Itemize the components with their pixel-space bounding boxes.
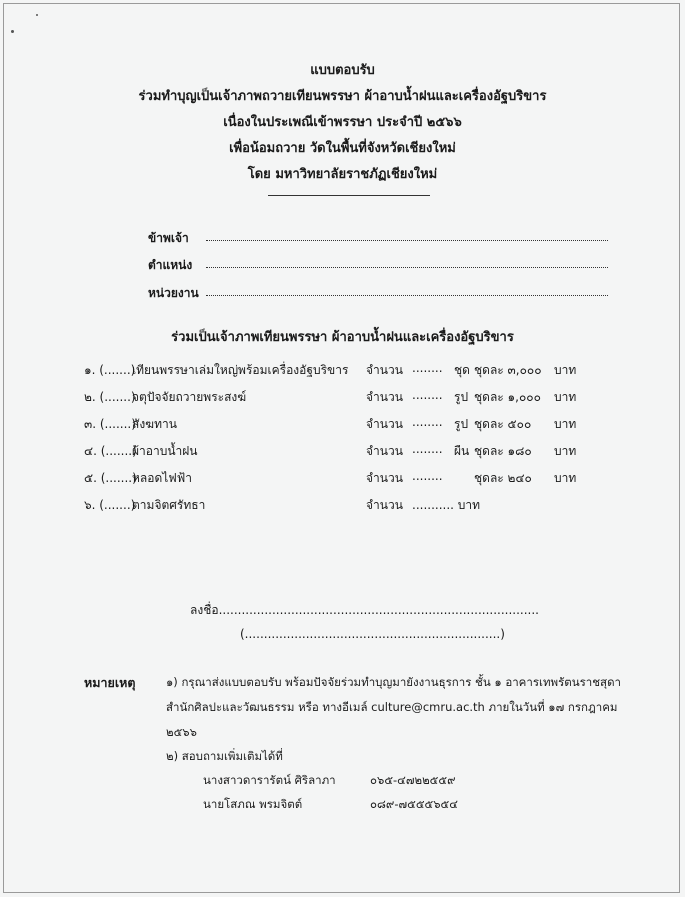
item-currency: บาท: [554, 363, 577, 377]
header-line-5: โดย มหาวิทยาลัยราชภัฏเชียงใหม่: [247, 167, 438, 182]
item-price: ชุดละ ๕๐๐: [474, 417, 532, 431]
item-label: ผ้าอาบน้ำฝน: [132, 444, 198, 458]
position-fill-line[interactable]: [206, 267, 608, 268]
name-fill-line[interactable]: [206, 240, 608, 241]
item-checkbox[interactable]: ๒. (.......): [84, 390, 136, 404]
item-amount-label: จำนวน: [366, 390, 403, 404]
note-1-line-3: ๒๕๖๖: [166, 725, 197, 739]
item-amount-label: จำนวน: [366, 363, 403, 377]
note-2: ๒) สอบถามเพิ่มเติมได้ที่: [166, 749, 283, 763]
item-currency: บาท: [554, 471, 577, 485]
contact-phone: ๐๖๕-๔๗๒๒๕๕๙: [370, 773, 456, 787]
item-currency: บาท: [554, 417, 577, 431]
contact-name: นางสาวดารารัตน์ ศิริลาภา: [203, 773, 336, 787]
item-label: จตุปัจจัยถวายพระสงฆ์: [132, 390, 247, 404]
scan-speck: [11, 30, 14, 33]
note-1-line-2: สำนักศิลปะและวัฒนธรรม หรือ ทางอีเมล์ culture@cmru.ac.th ภายในวันที่ ๑๗ กรกฎาคม: [166, 700, 618, 714]
item-price: ชุดละ ๓,๐๐๐: [474, 363, 542, 377]
item-price: ชุดละ ๒๔๐: [474, 471, 532, 485]
item-unit: รูป: [454, 390, 469, 404]
item-unit: รูป: [454, 417, 469, 431]
item-checkbox[interactable]: ๑. (.......): [84, 363, 136, 377]
item-unit: ชุด: [454, 363, 470, 377]
list-item: [84, 442, 604, 462]
note-1-line-1: ๑) กรุณาส่งแบบตอบรับ พร้อมปัจจัยร่วมทำบุญมายังงานธุรการ ชั้น ๑ อาคารเทพรัตนราชสุดา: [166, 675, 621, 689]
item-label: เทียนพรรษาเล่มใหญ่พร้อมเครื่องอัฐบริขาร: [132, 363, 349, 377]
notes-heading: หมายเหตุ: [84, 675, 136, 690]
item-label: หลอดไฟฟ้า: [132, 471, 193, 485]
department-label: หน่วยงาน: [148, 286, 199, 300]
item-amount-fill[interactable]: ........: [412, 361, 443, 375]
scan-speck: [36, 14, 38, 16]
item-checkbox[interactable]: ๕. (.......): [84, 471, 137, 485]
item-checkbox[interactable]: ๖. (.......): [84, 498, 136, 512]
list-item: [84, 469, 604, 489]
item-amount-fill[interactable]: ........: [412, 415, 443, 429]
item-price: ชุดละ ๑๘๐: [474, 444, 532, 458]
item-amount-fill[interactable]: ........: [412, 442, 443, 456]
contact-name: นายโสภณ พรมจิตต์: [203, 797, 303, 811]
item-label: ตามจิตศรัทธา: [132, 498, 206, 512]
item-amount-label: จำนวน: [366, 417, 403, 431]
list-item: [84, 415, 604, 435]
item-amount-label: จำนวน: [366, 444, 403, 458]
item-amount-fill[interactable]: ........: [412, 388, 443, 402]
item-amount-fill[interactable]: ........: [412, 469, 443, 483]
department-fill-line[interactable]: [206, 295, 608, 296]
item-checkbox[interactable]: ๔. (.......): [84, 444, 137, 458]
contact-phone: ๐๘๙-๗๕๕๕๖๕๔: [370, 797, 458, 811]
list-item: [84, 361, 604, 381]
item-amount-label: จำนวน: [366, 471, 403, 485]
document-header: [0, 58, 685, 188]
list-item: [84, 496, 604, 516]
section-title: ร่วมเป็นเจ้าภาพเทียนพรรษา ผ้าอาบน้ำฝนและเครื่องอัฐบริขาร: [171, 330, 514, 345]
item-amount-fill[interactable]: ........... บาท: [412, 498, 481, 512]
position-label: ตำแหน่ง: [148, 258, 193, 272]
item-currency: บาท: [554, 390, 577, 404]
document-title: แบบตอบรับ: [310, 63, 375, 78]
item-price: ชุดละ ๑,๐๐๐: [474, 390, 541, 404]
item-checkbox[interactable]: ๓. (.......): [84, 417, 136, 431]
item-currency: บาท: [554, 444, 577, 458]
header-line-2: ร่วมทำบุญเป็นเจ้าภาพถวายเทียนพรรษา ผ้าอาบน้ำฝนและเครื่องอัฐบริขาร: [138, 89, 547, 104]
list-item: [84, 388, 604, 408]
signature-line[interactable]: ลงชื่อ....................................................................................: [190, 603, 539, 617]
signature-name-line[interactable]: (...................................................................): [240, 627, 505, 641]
header-line-3: เนื่องในประเพณีเข้าพรรษา ประจำปี ๒๕๖๖: [223, 115, 462, 130]
header-divider: [268, 195, 430, 196]
item-unit: ผืน: [454, 444, 470, 458]
item-amount-label: จำนวน: [366, 498, 403, 512]
name-label: ข้าพเจ้า: [148, 231, 189, 245]
header-line-4: เพื่อน้อมถวาย วัดในพื้นที่จังหวัดเชียงใหม่: [229, 141, 456, 156]
item-label: สังฆทาน: [132, 417, 177, 431]
